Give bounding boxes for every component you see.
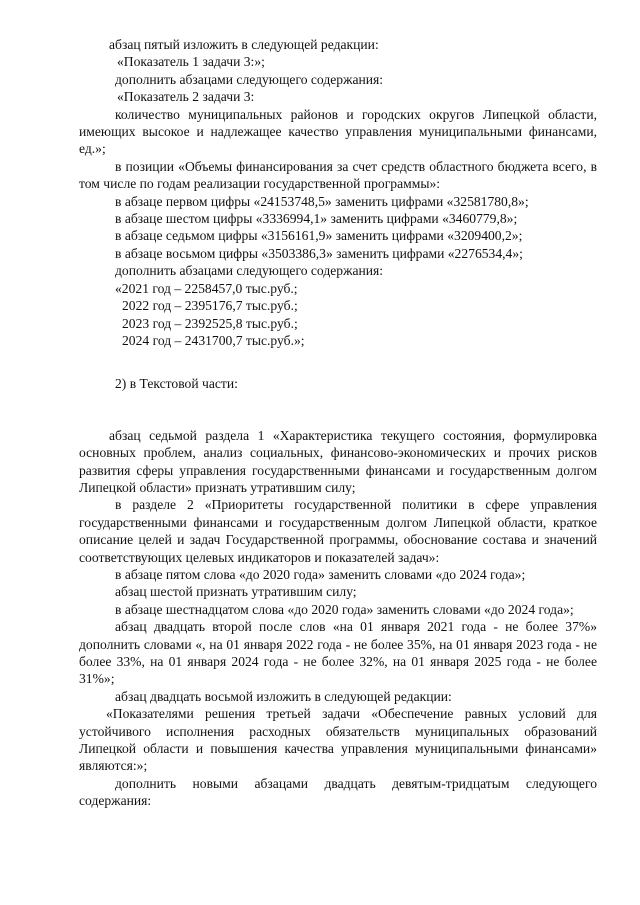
paragraph: абзац седьмой раздела 1 «Характеристика текущего состояния, формулировка основных проблем, анализ социальных, финансово-экономических и прочих рисков развития сферы управления государственными финансами и государственным долгом Липецкой области» признать утратившим силу;: [79, 427, 597, 495]
paragraph: абзац пятый изложить в следующей редакции:: [109, 37, 379, 52]
paragraph: в абзаце первом цифры «24153748,5» заменить цифрами «32581780,8»;: [115, 193, 529, 209]
paragraph: «Показатель 2 задачи 3:: [117, 89, 255, 105]
paragraph: в абзаце седьмом цифры «3156161,9» заменить цифрами «3209400,2»;: [115, 228, 523, 244]
paragraph: в разделе 2 «Приоритеты государственной политики в сфере управления государственными финансами и государственным долгом Липецкой области, краткое описание целей и задач Государственной программы, обоснование состава и значений соответствующих целевых индикаторов и показателей задач»:: [79, 497, 597, 565]
paragraph: 2023 год – 2392525,8 тыс.руб.;: [122, 315, 298, 331]
section-heading: 2) в Текстовой части:: [115, 376, 238, 392]
spacer: [79, 393, 597, 427]
paragraph: 2024 год – 2431700,7 тыс.руб.»;: [122, 332, 305, 348]
paragraph: абзац двадцать восьмой изложить в следующей редакции:: [115, 688, 452, 704]
paragraph: дополнить абзацами следующего содержания:: [115, 263, 384, 279]
paragraph: в позиции «Объемы финансирования за счет средств областного бюджета всего, в том числе по годам реализации государственной программы»:: [79, 158, 597, 192]
paragraph: абзац шестой признать утратившим силу;: [115, 584, 357, 600]
paragraph: дополнить новыми абзацами двадцать девятым-тридцатым следующего содержания:: [79, 775, 597, 809]
paragraph: абзац двадцать второй после слов «на 01 января 2021 года - не более 37%» дополнить словами «, на 01 января 2022 года - не более 35%, на 01 января 2023 года - не более 33%, на 01 января 2024 года - не более 32%, на 01 января 2025 года - не более 31%»;: [79, 619, 597, 687]
paragraph: «Показатель 1 задачи 3:»;: [117, 54, 265, 70]
spacer: [79, 349, 597, 375]
paragraph: в абзаце пятом слова «до 2020 года» заменить словами «до 2024 года»;: [115, 566, 526, 582]
paragraph: «Показателями решения третьей задачи «Обеспечение равных условий для устойчивого исполнения расходных обязательств муниципальных образований Липецкой области и повышения качества управления муниципальными финансами» являются:»;: [79, 706, 597, 774]
paragraph: количество муниципальных районов и городских округов Липецкой области, имеющих высокое и надлежащее качество управления муниципальными финансами, ед.»;: [79, 106, 597, 157]
paragraph: 2022 год – 2395176,7 тыс.руб.;: [122, 298, 298, 314]
paragraph: дополнить абзацами следующего содержания:: [115, 71, 384, 87]
paragraph: в абзаце восьмом цифры «3503386,3» заменить цифрами «2276534,4»;: [115, 245, 523, 261]
paragraph: «2021 год – 2258457,0 тыс.руб.;: [115, 280, 298, 296]
paragraph: в абзаце шестом цифры «3336994,1» заменить цифрами «3460779,8»;: [115, 211, 518, 227]
document-page: [79, 36, 597, 810]
paragraph: в абзаце шестнадцатом слова «до 2020 года» заменить словами «до 2024 года»;: [115, 601, 574, 617]
